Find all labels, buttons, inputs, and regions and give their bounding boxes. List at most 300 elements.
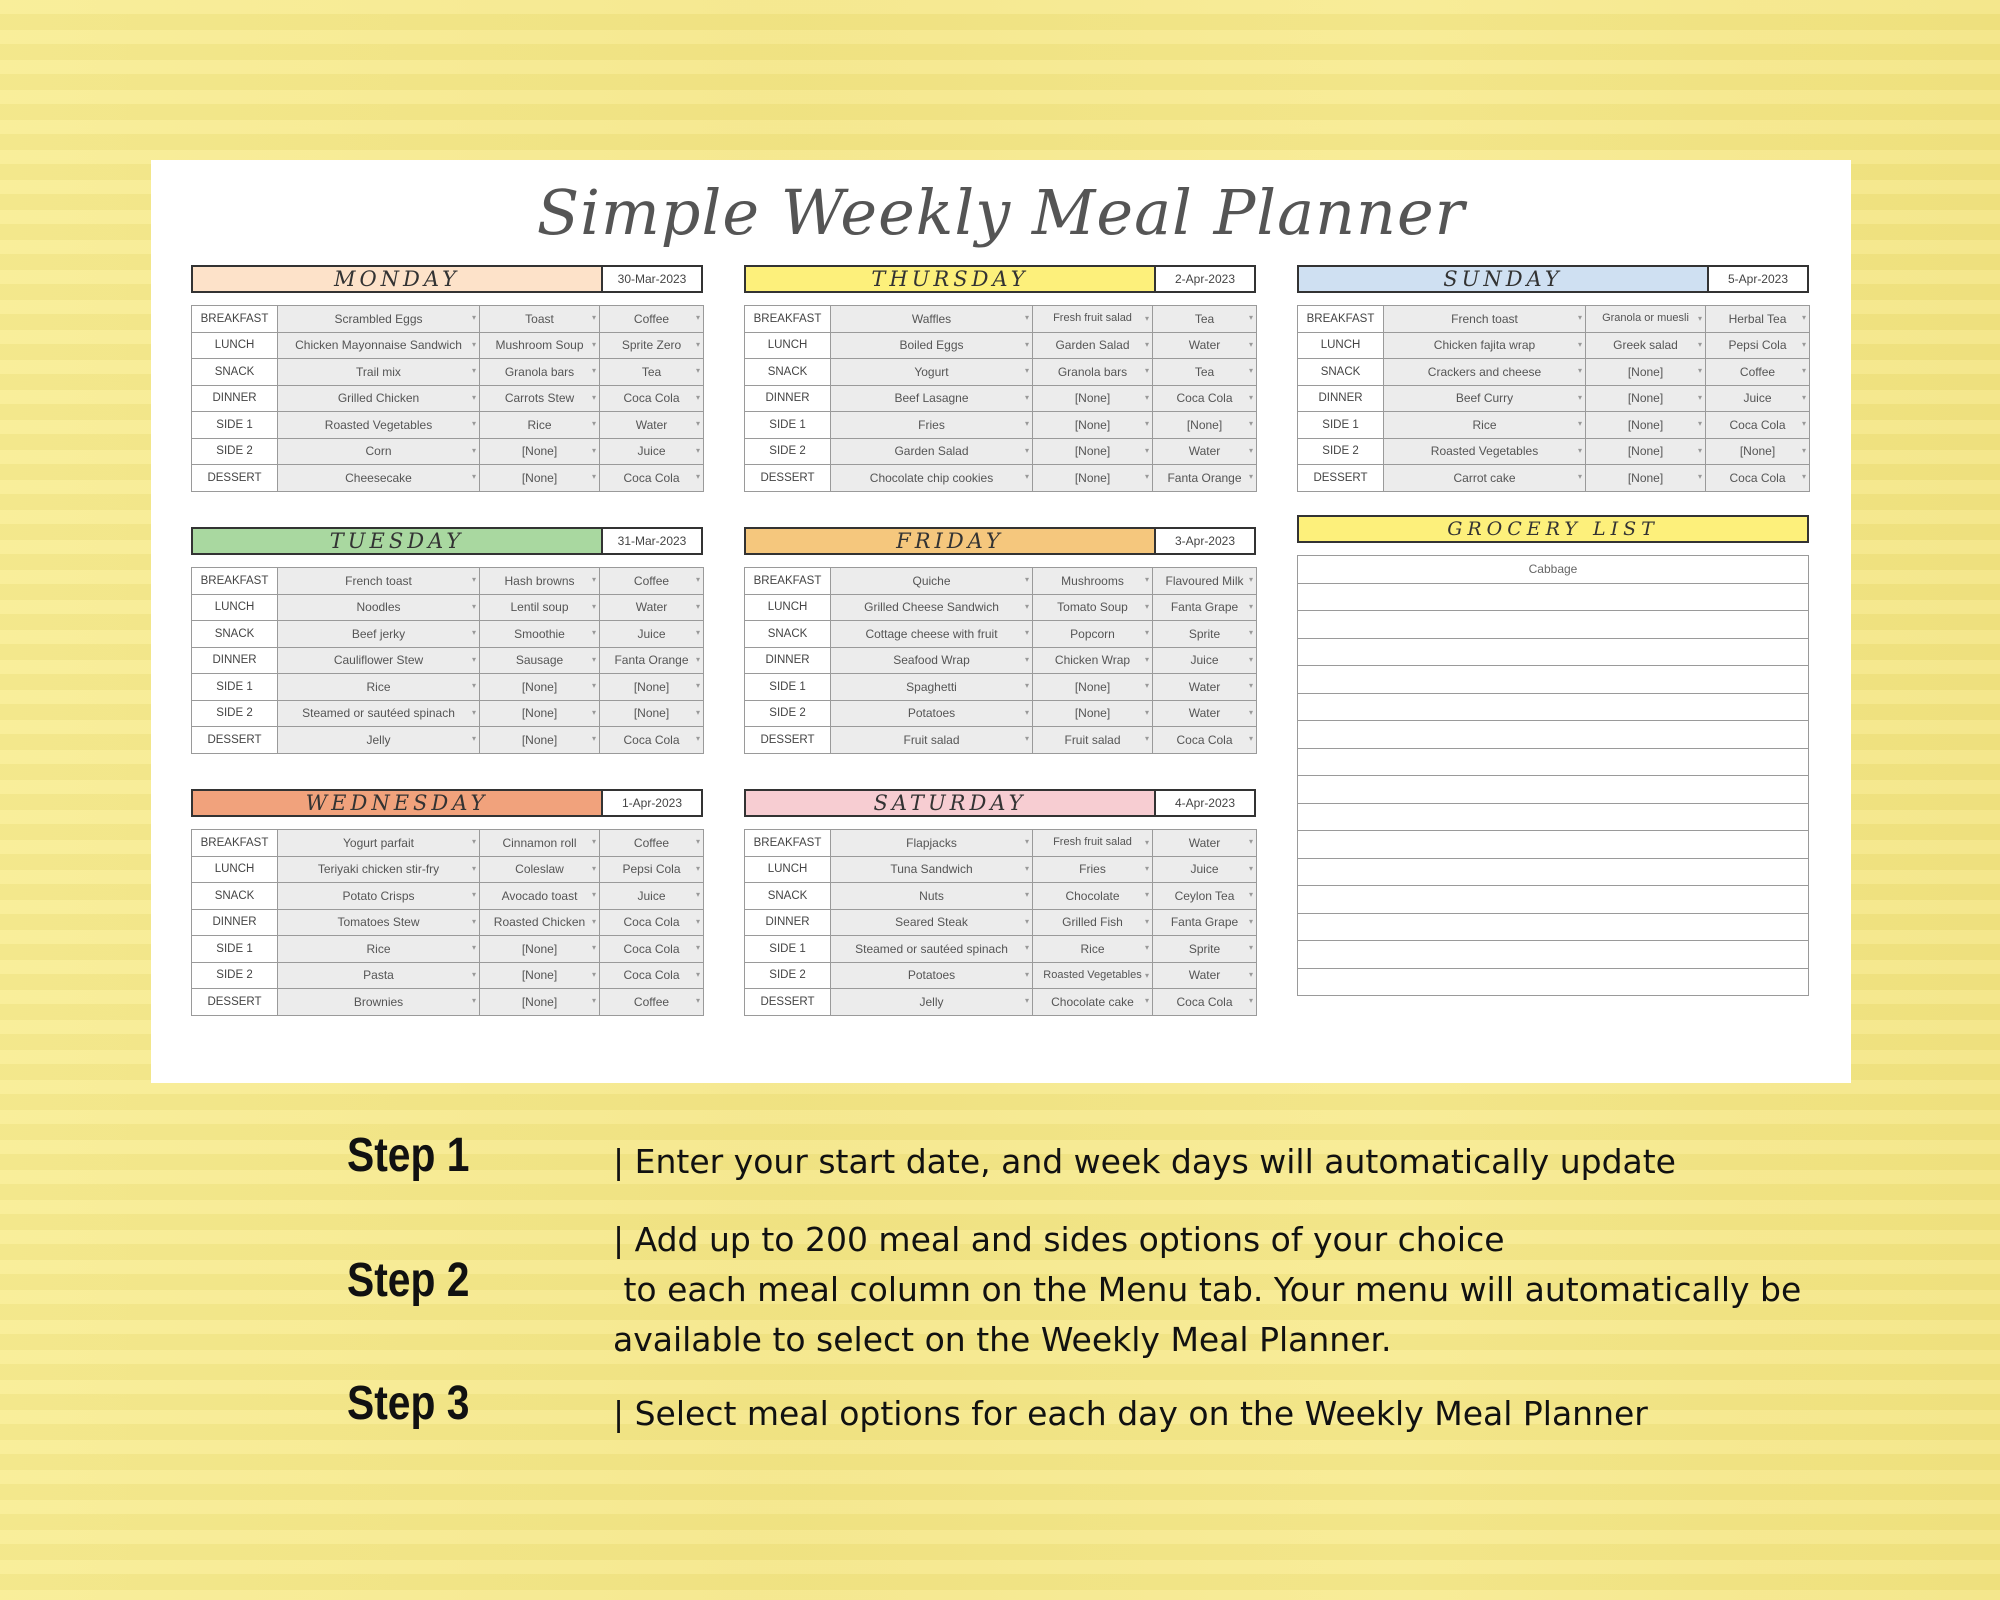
meal-dropdown[interactable]: Steamed or sautéed spinach ▾ [278, 700, 480, 727]
meal-dropdown[interactable]: Coca Cola ▾ [1153, 727, 1257, 754]
meal-label: DINNER [1298, 385, 1384, 412]
grocery-item[interactable] [1298, 969, 1808, 997]
meal-dropdown[interactable]: Cheesecake ▾ [278, 465, 480, 492]
meal-dropdown[interactable]: Rice ▾ [278, 674, 480, 701]
meal-dropdown[interactable]: Ceylon Tea ▾ [1153, 883, 1257, 910]
meal-dropdown[interactable]: Tomato Soup ▾ [1033, 594, 1153, 621]
meal-dropdown[interactable]: Chicken fajita wrap ▾ [1384, 332, 1586, 359]
meal-label: SIDE 2 [1298, 438, 1384, 465]
meal-dropdown[interactable]: Boiled Eggs ▾ [831, 332, 1033, 359]
meal-label: LUNCH [192, 856, 278, 883]
meal-dropdown[interactable]: Cinnamon roll ▾ [480, 830, 600, 857]
grocery-item[interactable] [1298, 611, 1808, 639]
meal-dropdown[interactable]: Water ▾ [1153, 962, 1257, 989]
meal-dropdown[interactable]: Fanta Grape ▾ [1153, 909, 1257, 936]
meal-label: SNACK [192, 359, 278, 386]
meal-label: SIDE 1 [745, 674, 831, 701]
day-name: MONDAY [333, 267, 461, 291]
meal-dropdown[interactable]: Beef Lasagne ▾ [831, 385, 1033, 412]
meal-label: DESSERT [192, 465, 278, 492]
meal-dropdown[interactable]: Chocolate chip cookies ▾ [831, 465, 1033, 492]
meal-dropdown[interactable]: Sprite ▾ [1153, 936, 1257, 963]
meal-row [1298, 306, 1810, 333]
meal-label: SIDE 1 [192, 936, 278, 963]
step-label: Step 3 [347, 1377, 470, 1430]
meal-row [745, 359, 1257, 386]
meal-row [745, 594, 1257, 621]
grocery-item[interactable] [1298, 721, 1808, 749]
meal-row [745, 727, 1257, 754]
meal-row [745, 306, 1257, 333]
meal-label: BREAKFAST [745, 306, 831, 333]
meal-dropdown[interactable]: [None] ▾ [1586, 359, 1706, 386]
meal-dropdown[interactable]: Chicken Mayonnaise Sandwich ▾ [278, 332, 480, 359]
meal-dropdown[interactable]: Juice ▾ [600, 883, 704, 910]
meal-dropdown[interactable]: [None] ▾ [1033, 385, 1153, 412]
meal-dropdown[interactable]: Potatoes ▾ [831, 700, 1033, 727]
meal-dropdown[interactable]: Coca Cola ▾ [600, 962, 704, 989]
meal-dropdown[interactable]: Flavoured Milk ▾ [1153, 568, 1257, 595]
meal-row [745, 674, 1257, 701]
meal-dropdown[interactable]: Avocado toast ▾ [480, 883, 600, 910]
meal-dropdown[interactable]: Chocolate cake ▾ [1033, 989, 1153, 1016]
meal-row [745, 647, 1257, 674]
day-block-thursday [744, 265, 1256, 492]
meal-dropdown[interactable]: Water ▾ [1153, 830, 1257, 857]
meal-label: DINNER [192, 647, 278, 674]
meal-dropdown[interactable]: Water ▾ [1153, 674, 1257, 701]
day-name: SATURDAY [873, 791, 1027, 815]
meal-dropdown[interactable]: Grilled Cheese Sandwich ▾ [831, 594, 1033, 621]
meal-dropdown[interactable]: Coca Cola ▾ [1153, 989, 1257, 1016]
meal-dropdown[interactable]: Fruit salad ▾ [831, 727, 1033, 754]
date-field[interactable]: 4-Apr-2023 [1154, 791, 1254, 815]
day-name: SUNDAY [1443, 267, 1563, 291]
meal-dropdown[interactable]: Coleslaw ▾ [480, 856, 600, 883]
step-label: Step 2 [347, 1254, 470, 1307]
day-header [191, 527, 703, 555]
meal-row [192, 594, 704, 621]
meal-dropdown[interactable]: Jelly ▾ [831, 989, 1033, 1016]
meal-dropdown[interactable]: Garden Salad ▾ [831, 438, 1033, 465]
day-block-saturday [744, 789, 1256, 1016]
meal-dropdown[interactable]: [None] ▾ [1033, 674, 1153, 701]
meal-dropdown[interactable]: [None] ▾ [1033, 438, 1153, 465]
meal-label: DESSERT [192, 727, 278, 754]
meal-dropdown[interactable]: Pepsi Cola ▾ [1706, 332, 1810, 359]
meal-row [745, 936, 1257, 963]
meal-label: SNACK [1298, 359, 1384, 386]
meal-dropdown[interactable]: Coca Cola ▾ [1706, 412, 1810, 439]
grocery-list [1297, 555, 1809, 996]
meal-dropdown[interactable]: Granola bars ▾ [1033, 359, 1153, 386]
day-block-tuesday [191, 527, 703, 754]
meal-dropdown[interactable]: Popcorn ▾ [1033, 621, 1153, 648]
meal-row [192, 568, 704, 595]
grocery-item[interactable] [1298, 859, 1808, 887]
meal-row [1298, 385, 1810, 412]
meal-dropdown[interactable]: Coca Cola ▾ [1706, 465, 1810, 492]
grocery-item[interactable] [1298, 914, 1808, 942]
meal-dropdown[interactable]: [None] ▾ [480, 989, 600, 1016]
meal-label: DINNER [745, 909, 831, 936]
meal-dropdown[interactable]: Seafood Wrap ▾ [831, 647, 1033, 674]
meal-label: SIDE 2 [745, 438, 831, 465]
meal-row [745, 385, 1257, 412]
meal-dropdown[interactable]: Coffee ▾ [600, 568, 704, 595]
meal-dropdown[interactable]: [None] ▾ [1033, 465, 1153, 492]
day-block-monday [191, 265, 703, 492]
meal-label: SNACK [192, 621, 278, 648]
meal-dropdown[interactable]: Rice ▾ [480, 412, 600, 439]
meal-dropdown[interactable]: [None] ▾ [600, 674, 704, 701]
meal-dropdown[interactable]: Fresh fruit salad ▾ [1033, 306, 1153, 333]
meal-dropdown[interactable]: Rice ▾ [1384, 412, 1586, 439]
meal-label: DESSERT [192, 989, 278, 1016]
meal-dropdown[interactable]: Sprite ▾ [1153, 621, 1257, 648]
meal-dropdown[interactable]: Coffee ▾ [600, 306, 704, 333]
meal-label: DESSERT [745, 727, 831, 754]
meal-dropdown[interactable]: Coca Cola ▾ [600, 385, 704, 412]
meal-row [192, 306, 704, 333]
meal-label: DESSERT [745, 989, 831, 1016]
meal-label: SIDE 2 [745, 700, 831, 727]
grocery-item[interactable] [1298, 804, 1808, 832]
meal-dropdown[interactable]: Granola bars ▾ [480, 359, 600, 386]
meal-dropdown[interactable]: Coca Cola ▾ [600, 936, 704, 963]
meal-dropdown[interactable]: Carrots Stew ▾ [480, 385, 600, 412]
meal-label: SIDE 1 [745, 936, 831, 963]
meal-dropdown[interactable]: Waffles ▾ [831, 306, 1033, 333]
meal-dropdown[interactable]: Coffee ▾ [600, 989, 704, 1016]
step-label: Step 1 [347, 1129, 470, 1182]
meal-dropdown[interactable]: Pasta ▾ [278, 962, 480, 989]
step-text: | Select meal options for each day on the Weekly Meal Planner [613, 1394, 1648, 1433]
meal-dropdown[interactable]: Coffee ▾ [600, 830, 704, 857]
meal-dropdown[interactable]: Water ▾ [600, 594, 704, 621]
meal-dropdown[interactable]: Coca Cola ▾ [600, 909, 704, 936]
day-header [191, 789, 703, 817]
meal-row [192, 830, 704, 857]
meal-label: BREAKFAST [745, 568, 831, 595]
meal-row [745, 700, 1257, 727]
meal-table [744, 567, 1257, 754]
meal-dropdown[interactable]: [None] ▾ [600, 700, 704, 727]
meal-dropdown[interactable]: Spaghetti ▾ [831, 674, 1033, 701]
meal-dropdown[interactable]: Quiche ▾ [831, 568, 1033, 595]
meal-dropdown[interactable]: Tea ▾ [1153, 306, 1257, 333]
meal-row [745, 332, 1257, 359]
meal-dropdown[interactable]: Nuts ▾ [831, 883, 1033, 910]
meal-label: SIDE 2 [192, 962, 278, 989]
meal-row [192, 674, 704, 701]
meal-dropdown[interactable]: Potato Crisps ▾ [278, 883, 480, 910]
meal-row [745, 412, 1257, 439]
meal-label: SNACK [745, 883, 831, 910]
meal-dropdown[interactable]: Water ▾ [600, 412, 704, 439]
meal-label: DESSERT [745, 465, 831, 492]
meal-table [191, 829, 704, 1016]
meal-row [192, 883, 704, 910]
meal-dropdown[interactable]: Roasted Vegetables ▾ [278, 412, 480, 439]
meal-label: SIDE 1 [192, 412, 278, 439]
day-header [744, 265, 1256, 293]
meal-dropdown[interactable]: Juice ▾ [600, 621, 704, 648]
meal-row [745, 856, 1257, 883]
meal-label: LUNCH [1298, 332, 1384, 359]
meal-dropdown[interactable]: Fries ▾ [1033, 856, 1153, 883]
meal-dropdown[interactable]: [None] ▾ [1153, 412, 1257, 439]
meal-label: SIDE 1 [1298, 412, 1384, 439]
meal-dropdown[interactable]: Roasted Chicken ▾ [480, 909, 600, 936]
meal-row [192, 647, 704, 674]
meal-label: SNACK [745, 359, 831, 386]
meal-label: SIDE 2 [745, 962, 831, 989]
day-header [744, 789, 1256, 817]
day-name: TUESDAY [329, 529, 465, 553]
grocery-item[interactable] [1298, 639, 1808, 667]
meal-dropdown[interactable]: Flapjacks ▾ [831, 830, 1033, 857]
meal-row [745, 883, 1257, 910]
meal-dropdown[interactable]: [None] ▾ [1033, 412, 1153, 439]
day-block-wednesday [191, 789, 703, 1016]
meal-row [1298, 359, 1810, 386]
meal-row [192, 621, 704, 648]
grocery-item[interactable] [1298, 694, 1808, 722]
meal-dropdown[interactable]: Fanta Orange ▾ [600, 647, 704, 674]
day-header [744, 527, 1256, 555]
meal-dropdown[interactable]: Cauliflower Stew ▾ [278, 647, 480, 674]
meal-dropdown[interactable]: Corn ▾ [278, 438, 480, 465]
date-field[interactable]: 31-Mar-2023 [601, 529, 701, 553]
meal-dropdown[interactable]: Juice ▾ [1153, 856, 1257, 883]
meal-row [192, 359, 704, 386]
meal-dropdown[interactable]: Yogurt parfait ▾ [278, 830, 480, 857]
meal-dropdown[interactable]: Rice ▾ [278, 936, 480, 963]
meal-row [192, 727, 704, 754]
meal-dropdown[interactable]: [None] ▾ [1033, 700, 1153, 727]
meal-dropdown[interactable]: Granola or muesli ▾ [1586, 306, 1706, 333]
meal-label: DINNER [192, 909, 278, 936]
meal-dropdown[interactable]: Fresh fruit salad ▾ [1033, 830, 1153, 857]
meal-dropdown[interactable]: Coca Cola ▾ [600, 727, 704, 754]
meal-dropdown[interactable]: Fruit salad ▾ [1033, 727, 1153, 754]
day-name: THURSDAY [871, 267, 1029, 291]
meal-label: LUNCH [192, 594, 278, 621]
meal-dropdown[interactable]: [None] ▾ [480, 962, 600, 989]
meal-dropdown[interactable]: Lentil soup ▾ [480, 594, 600, 621]
meal-dropdown[interactable]: Grilled Chicken ▾ [278, 385, 480, 412]
meal-dropdown[interactable]: [None] ▾ [480, 674, 600, 701]
grocery-item[interactable] [1298, 584, 1808, 612]
meal-planner-sheet [151, 160, 1851, 1083]
meal-dropdown[interactable]: Water ▾ [1153, 438, 1257, 465]
meal-row [745, 568, 1257, 595]
day-name: WEDNESDAY [305, 791, 489, 815]
meal-dropdown[interactable]: Fanta Grape ▾ [1153, 594, 1257, 621]
meal-dropdown[interactable]: Teriyaki chicken stir-fry ▾ [278, 856, 480, 883]
meal-dropdown[interactable]: Beef jerky ▾ [278, 621, 480, 648]
meal-dropdown[interactable]: Coca Cola ▾ [1153, 385, 1257, 412]
meal-label: LUNCH [192, 332, 278, 359]
grocery-item[interactable] [1298, 749, 1808, 777]
meal-dropdown[interactable]: Potatoes ▾ [831, 962, 1033, 989]
meal-label: DINNER [745, 385, 831, 412]
meal-dropdown[interactable]: Mushroom Soup ▾ [480, 332, 600, 359]
meal-row [192, 438, 704, 465]
meal-dropdown[interactable]: Sausage ▾ [480, 647, 600, 674]
meal-dropdown[interactable]: Juice ▾ [600, 438, 704, 465]
step-text: | Enter your start date, and week days will automatically update [613, 1142, 1676, 1181]
date-field[interactable]: 5-Apr-2023 [1707, 267, 1807, 291]
day-header [191, 265, 703, 293]
meal-dropdown[interactable]: Sprite Zero ▾ [600, 332, 704, 359]
grocery-item[interactable] [1298, 666, 1808, 694]
meal-row [192, 700, 704, 727]
grocery-list-header: GROCERY LIST [1297, 515, 1809, 543]
meal-label: DESSERT [1298, 465, 1384, 492]
meal-label: SIDE 1 [745, 412, 831, 439]
meal-dropdown[interactable]: Herbal Tea ▾ [1706, 306, 1810, 333]
date-field[interactable]: 1-Apr-2023 [601, 791, 701, 815]
meal-dropdown[interactable]: French toast ▾ [278, 568, 480, 595]
meal-label: DINNER [192, 385, 278, 412]
meal-dropdown[interactable]: Fries ▾ [831, 412, 1033, 439]
meal-label: LUNCH [745, 332, 831, 359]
meal-label: SNACK [745, 621, 831, 648]
meal-table [191, 305, 704, 492]
meal-dropdown[interactable]: [None] ▾ [480, 465, 600, 492]
meal-table [744, 829, 1257, 1016]
meal-dropdown[interactable]: Water ▾ [1153, 700, 1257, 727]
meal-label: BREAKFAST [192, 568, 278, 595]
meal-dropdown[interactable]: [None] ▾ [1586, 438, 1706, 465]
meal-row [745, 909, 1257, 936]
meal-dropdown[interactable]: Juice ▾ [1706, 385, 1810, 412]
meal-row [192, 962, 704, 989]
meal-dropdown[interactable]: [None] ▾ [1586, 385, 1706, 412]
meal-dropdown[interactable]: Beef Curry ▾ [1384, 385, 1586, 412]
meal-dropdown[interactable]: Roasted Vegetables ▾ [1033, 962, 1153, 989]
meal-dropdown[interactable]: Smoothie ▾ [480, 621, 600, 648]
grocery-item[interactable] [1298, 886, 1808, 914]
meal-label: BREAKFAST [192, 830, 278, 857]
meal-dropdown[interactable]: Chocolate ▾ [1033, 883, 1153, 910]
meal-dropdown[interactable]: Chicken Wrap ▾ [1033, 647, 1153, 674]
meal-dropdown[interactable]: Hash browns ▾ [480, 568, 600, 595]
meal-dropdown[interactable]: Carrot cake ▾ [1384, 465, 1586, 492]
meal-dropdown[interactable]: Jelly ▾ [278, 727, 480, 754]
meal-label: SIDE 2 [192, 700, 278, 727]
meal-dropdown[interactable]: [None] ▾ [1586, 465, 1706, 492]
meal-label: BREAKFAST [745, 830, 831, 857]
grocery-item[interactable] [1298, 776, 1808, 804]
meal-row [745, 438, 1257, 465]
meal-dropdown[interactable]: Fanta Orange ▾ [1153, 465, 1257, 492]
meal-dropdown[interactable]: [None] ▾ [480, 700, 600, 727]
meal-dropdown[interactable]: Roasted Vegetables ▾ [1384, 438, 1586, 465]
meal-row [745, 962, 1257, 989]
meal-row [1298, 412, 1810, 439]
date-field[interactable]: 2-Apr-2023 [1154, 267, 1254, 291]
meal-dropdown[interactable]: Mushrooms ▾ [1033, 568, 1153, 595]
grocery-item[interactable] [1298, 941, 1808, 969]
day-block-friday [744, 527, 1256, 754]
grocery-item[interactable] [1298, 831, 1808, 859]
meal-dropdown[interactable]: Tomatoes Stew ▾ [278, 909, 480, 936]
meal-dropdown[interactable]: [None] ▾ [1706, 438, 1810, 465]
meal-row [1298, 332, 1810, 359]
meal-dropdown[interactable]: [None] ▾ [480, 727, 600, 754]
meal-dropdown[interactable]: Steamed or sautéed spinach ▾ [831, 936, 1033, 963]
meal-dropdown[interactable]: Yogurt ▾ [831, 359, 1033, 386]
day-block-sunday [1297, 265, 1809, 492]
meal-dropdown[interactable]: Crackers and cheese ▾ [1384, 359, 1586, 386]
meal-dropdown[interactable]: French toast ▾ [1384, 306, 1586, 333]
meal-dropdown[interactable]: Trail mix ▾ [278, 359, 480, 386]
meal-row [745, 830, 1257, 857]
meal-dropdown[interactable]: Cottage cheese with fruit ▾ [831, 621, 1033, 648]
meal-row [192, 909, 704, 936]
meal-row [192, 989, 704, 1016]
page-title: Simple Weekly Meal Planner [536, 176, 1466, 249]
meal-row [192, 412, 704, 439]
meal-label: DINNER [745, 647, 831, 674]
meal-dropdown[interactable]: Tea ▾ [1153, 359, 1257, 386]
meal-table [1297, 305, 1810, 492]
meal-row [192, 385, 704, 412]
meal-label: SIDE 2 [192, 438, 278, 465]
grocery-item[interactable]: Cabbage [1298, 556, 1808, 584]
meal-dropdown[interactable]: Pepsi Cola ▾ [600, 856, 704, 883]
meal-row [745, 621, 1257, 648]
meal-row [192, 332, 704, 359]
meal-dropdown[interactable]: Coffee ▾ [1706, 359, 1810, 386]
meal-dropdown[interactable]: Tea ▾ [600, 359, 704, 386]
meal-table [744, 305, 1257, 492]
meal-dropdown[interactable]: Grilled Fish ▾ [1033, 909, 1153, 936]
meal-dropdown[interactable]: Coca Cola ▾ [600, 465, 704, 492]
meal-dropdown[interactable]: Scrambled Eggs ▾ [278, 306, 480, 333]
meal-dropdown[interactable]: Tuna Sandwich ▾ [831, 856, 1033, 883]
meal-dropdown[interactable]: Greek salad ▾ [1586, 332, 1706, 359]
meal-dropdown[interactable]: Water ▾ [1153, 332, 1257, 359]
meal-label: BREAKFAST [1298, 306, 1384, 333]
date-field[interactable]: 3-Apr-2023 [1154, 529, 1254, 553]
meal-dropdown[interactable]: Noodles ▾ [278, 594, 480, 621]
meal-dropdown[interactable]: Rice ▾ [1033, 936, 1153, 963]
meal-dropdown[interactable]: Garden Salad ▾ [1033, 332, 1153, 359]
meal-row [1298, 438, 1810, 465]
meal-dropdown[interactable]: Seared Steak ▾ [831, 909, 1033, 936]
meal-dropdown[interactable]: [None] ▾ [1586, 412, 1706, 439]
meal-dropdown[interactable]: [None] ▾ [480, 438, 600, 465]
date-field[interactable]: 30-Mar-2023 [601, 267, 701, 291]
meal-row [1298, 465, 1810, 492]
meal-label: LUNCH [745, 856, 831, 883]
meal-table [191, 567, 704, 754]
meal-row [192, 856, 704, 883]
meal-dropdown[interactable]: Juice ▾ [1153, 647, 1257, 674]
meal-label: LUNCH [745, 594, 831, 621]
grocery-list-block [1297, 515, 1809, 996]
meal-label: BREAKFAST [192, 306, 278, 333]
meal-row [192, 465, 704, 492]
meal-dropdown[interactable]: Toast ▾ [480, 306, 600, 333]
meal-dropdown[interactable]: [None] ▾ [480, 936, 600, 963]
meal-dropdown[interactable]: Brownies ▾ [278, 989, 480, 1016]
meal-label: SIDE 1 [192, 674, 278, 701]
